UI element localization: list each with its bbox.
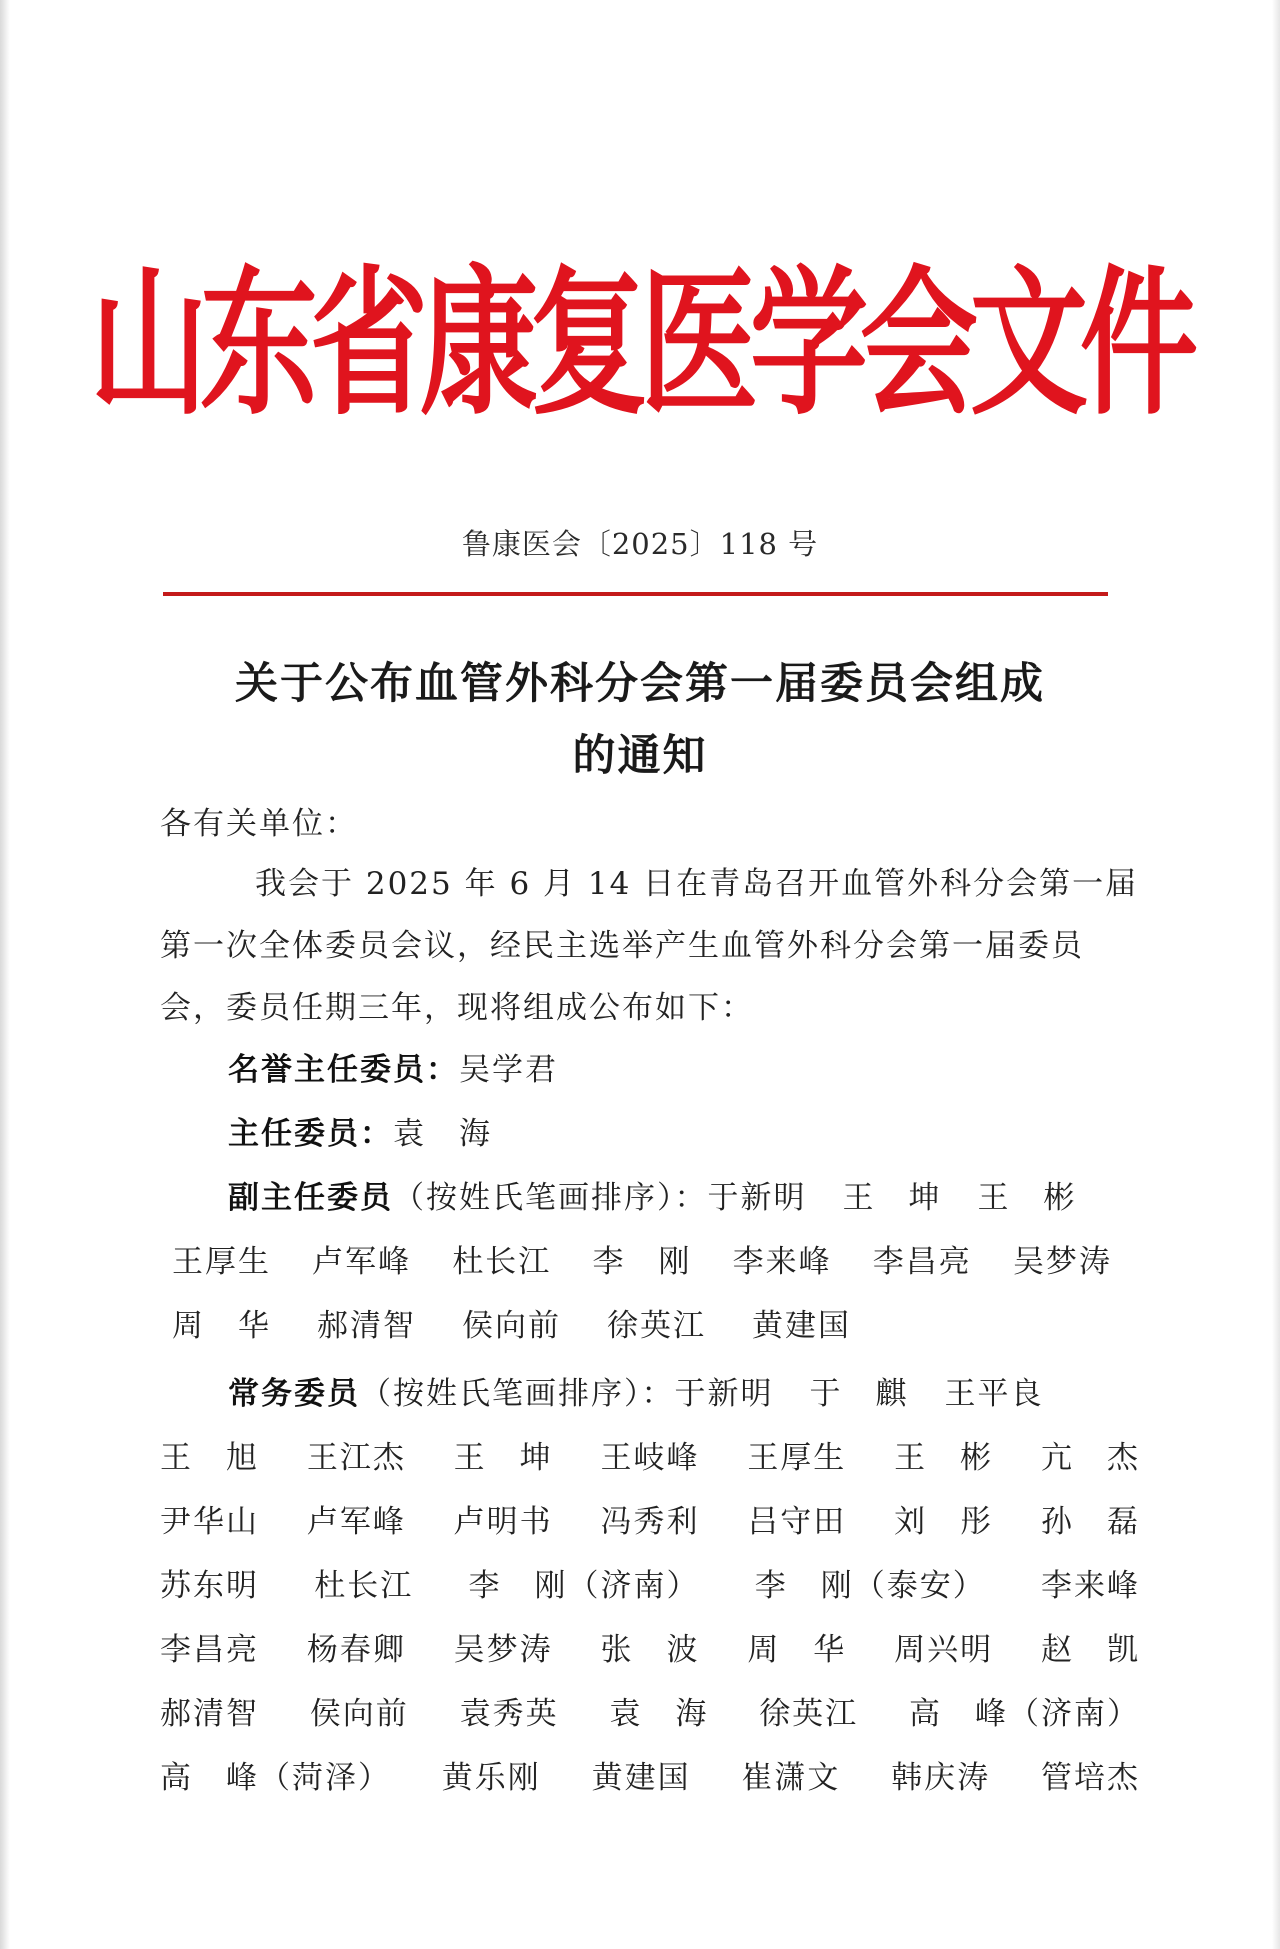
standing-member-name: 韩庆涛 <box>891 1760 991 1796</box>
vice-director-name: 侯向前 <box>462 1308 561 1344</box>
standing-member-name: 于 麒 <box>809 1376 909 1412</box>
vice-director-name: 王厚生 <box>172 1244 271 1280</box>
standing-members-row-2 <box>160 1496 1140 1540</box>
notice-title-line2: 的通知 <box>572 731 708 781</box>
standing-member-name: 黄建国 <box>591 1760 691 1796</box>
standing-member-name: 杜长江 <box>314 1568 414 1604</box>
vice-directors-row-2 <box>172 1300 932 1344</box>
document-number: 鲁康医会〔2025〕118 号 <box>461 527 819 561</box>
honorary-director-line <box>228 1044 558 1089</box>
vice-director-name: 王 彬 <box>977 1180 1077 1216</box>
vice-director-name: 吴梦涛 <box>1012 1244 1112 1280</box>
standing-member-name: 张 波 <box>600 1632 700 1668</box>
standing-members-row-5 <box>160 1688 1140 1732</box>
vice-director-name: 于新明 <box>707 1180 807 1216</box>
standing-member-name: 周兴明 <box>894 1632 994 1668</box>
standing-member-name: 于新明 <box>674 1376 774 1412</box>
standing-member-name: 管培杰 <box>1040 1760 1140 1796</box>
standing-member-name: 亢 杰 <box>1040 1440 1140 1476</box>
scan-edge-left <box>0 0 10 1949</box>
vice-director-name: 王 坤 <box>842 1180 942 1216</box>
standing-member-name: 尹华山 <box>160 1504 259 1540</box>
body-line-1: 我会于 2025 年 6 月 14 日在青岛召开血管外科分会第一届 <box>255 866 1139 902</box>
red-divider-line <box>163 592 1108 596</box>
standing-member-name: 李 刚（泰安） <box>754 1568 986 1604</box>
honorary-director-label: 名誉主任委员： <box>228 1052 459 1088</box>
standing-member-name: 袁 海 <box>609 1696 709 1732</box>
standing-member-name: 吴梦涛 <box>453 1632 553 1668</box>
standing-member-name: 苏东明 <box>160 1568 259 1604</box>
standing-members-row-1 <box>160 1432 1140 1476</box>
standing-member-name: 李来峰 <box>1041 1568 1140 1604</box>
body-line-3: 会，委员任期三年，现将组成公布如下： <box>160 990 754 1026</box>
standing-member-name: 高 峰（菏泽） <box>160 1760 391 1796</box>
standing-member-name: 黄乐刚 <box>441 1760 541 1796</box>
standing-members-label: 常务委员 <box>228 1376 360 1412</box>
standing-member-name: 王江杰 <box>306 1440 406 1476</box>
vice-director-name: 徐英江 <box>607 1308 706 1344</box>
standing-member-name: 周 华 <box>747 1632 847 1668</box>
red-masthead: 山东省康复医学会文件 <box>90 250 1191 437</box>
standing-member-name: 孙 磊 <box>1040 1504 1140 1540</box>
body-line-2: 第一次全体委员会议，经民主选举产生血管外科分会第一届委员 <box>160 928 1084 964</box>
vice-directors-note: （按姓氏笔画排序）： <box>393 1180 708 1216</box>
standing-member-name: 卢明书 <box>453 1504 553 1540</box>
vice-directors-label: 副主任委员 <box>228 1180 393 1216</box>
standing-member-name: 徐英江 <box>759 1696 859 1732</box>
standing-member-name: 侯向前 <box>309 1696 409 1732</box>
standing-member-name: 赵 凯 <box>1040 1632 1140 1668</box>
standing-members-header-line <box>228 1368 1044 1413</box>
vice-director-name: 郝清智 <box>317 1308 416 1344</box>
salutation: 各有关单位： <box>160 806 358 842</box>
director-line <box>228 1108 492 1153</box>
standing-member-name: 卢军峰 <box>306 1504 406 1540</box>
vice-director-name: 周 华 <box>172 1308 271 1344</box>
standing-member-name: 高 峰（济南） <box>908 1696 1140 1732</box>
honorary-director-name: 吴学君 <box>459 1052 558 1088</box>
standing-members-row-6 <box>160 1752 1140 1796</box>
vice-director-name: 李昌亮 <box>872 1244 972 1280</box>
standing-member-name: 吕守田 <box>747 1504 847 1540</box>
standing-member-name: 冯秀利 <box>600 1504 700 1540</box>
standing-member-name: 崔潇文 <box>741 1760 841 1796</box>
vice-director-name: 卢军峰 <box>312 1244 412 1280</box>
vice-directors-row-1 <box>172 1236 1112 1280</box>
standing-member-name: 王厚生 <box>747 1440 847 1476</box>
standing-member-name: 李 刚（济南） <box>468 1568 700 1604</box>
vice-directors-header-line <box>228 1172 1077 1217</box>
vice-director-name: 李 刚 <box>592 1244 692 1280</box>
standing-member-name: 杨春卿 <box>306 1632 406 1668</box>
standing-member-name: 王 坤 <box>453 1440 553 1476</box>
standing-member-name: 刘 彤 <box>894 1504 994 1540</box>
standing-members-row-3 <box>160 1560 1140 1604</box>
vice-director-name: 黄建国 <box>752 1308 851 1344</box>
vice-director-name: 杜长江 <box>452 1244 552 1280</box>
standing-member-name: 李昌亮 <box>160 1632 259 1668</box>
vice-director-name: 李来峰 <box>732 1244 832 1280</box>
standing-members-row-4 <box>160 1624 1140 1668</box>
standing-member-name: 王岐峰 <box>600 1440 700 1476</box>
director-label: 主任委员： <box>228 1116 393 1152</box>
scan-edge-right <box>1272 0 1280 1949</box>
standing-member-name: 王平良 <box>944 1376 1044 1412</box>
standing-member-name: 王 旭 <box>160 1440 259 1476</box>
standing-member-name: 王 彬 <box>894 1440 994 1476</box>
director-name: 袁 海 <box>393 1116 492 1152</box>
standing-members-note: （按姓氏笔画排序）： <box>360 1376 675 1412</box>
standing-member-name: 郝清智 <box>160 1696 259 1732</box>
notice-title-line1: 关于公布血管外科分会第一届委员会组成 <box>235 659 1045 709</box>
standing-member-name: 袁秀英 <box>459 1696 559 1732</box>
